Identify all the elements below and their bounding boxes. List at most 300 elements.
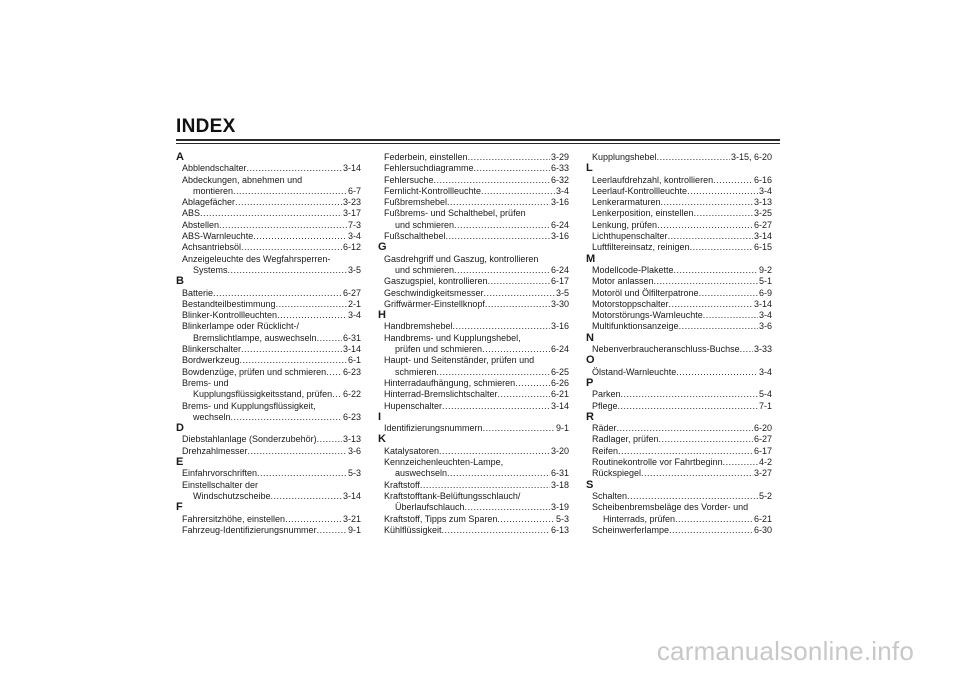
dot-leader [219, 220, 347, 231]
index-entry-line [592, 310, 772, 321]
index-entry-page: 3-25 [753, 208, 772, 219]
index-entry [378, 457, 569, 480]
index-entry-text: Blinkerschalter [182, 344, 242, 355]
index-entry-line [182, 514, 361, 525]
dot-leader [498, 389, 550, 400]
index-entry-text: Handbrems- und Kupplungshebel, [384, 332, 521, 343]
index-entry-text: Fahrersitzhöhe, einstellen [182, 513, 286, 524]
index-entry [176, 355, 361, 366]
title-rule-thin [176, 143, 780, 144]
index-entry [586, 175, 772, 186]
index-entry-line [384, 231, 569, 242]
index-entry-page: 3-4 [758, 185, 772, 196]
index-entry [586, 502, 772, 525]
index-entry-text: Kraftstoff, Tipps zum Sparen [384, 513, 498, 524]
dot-leader [690, 242, 753, 253]
index-entry-page: 3-4 [758, 310, 772, 321]
watermark: carmanualsonline.info [656, 636, 914, 666]
index-section-letter: I [378, 410, 382, 423]
dot-leader [676, 367, 758, 378]
index-entry-page: 6-23 [342, 411, 361, 422]
index-section-letter: M [586, 252, 596, 265]
index-entry-page: 6-17 [550, 276, 569, 287]
index-section-letter: N [586, 331, 594, 344]
dot-leader [285, 514, 342, 525]
index-entry-text: Parken [592, 389, 621, 400]
index-entry [586, 276, 772, 287]
index-entry-line [182, 299, 361, 310]
index-entry [378, 321, 569, 332]
index-entry-line [384, 186, 569, 197]
dot-leader [481, 186, 555, 197]
index-entry-page: 4-2 [758, 457, 772, 468]
index-section-letter: S [586, 478, 594, 491]
index-entry-page: 6-26 [550, 377, 569, 388]
index-entry-text: Motorstörungs-Warnleuchte [592, 310, 703, 321]
dot-leader [485, 299, 550, 310]
index-entry [176, 480, 361, 503]
index-entry-text: Hinterrads, prüfen [603, 513, 676, 524]
index-entry [176, 242, 361, 253]
index-entry-text: Gasdrehgriff und Gaszug, kontrollieren [384, 253, 539, 264]
index-entry-text: Motorstoppschalter [592, 298, 669, 309]
index-entry-line [182, 378, 361, 389]
dot-leader [277, 310, 347, 321]
dot-leader [434, 175, 550, 186]
index-entry-line [592, 389, 772, 400]
index-entry-text: Multifunktionsanzeige [592, 321, 679, 332]
index-entry-continuation [182, 265, 361, 276]
index-entry-text: Fußbremshebel [384, 197, 448, 208]
index-entry-text: Haupt- und Seitenständer, prüfen und [384, 355, 535, 366]
index-entry-text: Schalten [592, 490, 628, 501]
index-entry-page: 9-1 [347, 524, 361, 535]
dot-leader [618, 446, 753, 457]
index-entry [586, 468, 772, 479]
index-entry-page: 9-2 [758, 264, 772, 275]
index-entry-text: Scheibenbremsbeläge des Vorder- und [592, 502, 749, 513]
index-entry-line [384, 254, 569, 265]
index-entry [586, 457, 772, 468]
index-entry-page: 6-17 [753, 445, 772, 456]
index-entry-line [384, 514, 569, 525]
index-entry-text: Radlager, prüfen [592, 434, 659, 445]
index-entry-text: Kennzeichenleuchten-Lampe, [384, 457, 504, 468]
index-entry [176, 175, 361, 198]
index-entry [586, 401, 772, 412]
index-entry [378, 175, 569, 186]
index-entry-continuation [384, 220, 569, 231]
index-entry-text: Windschutzscheibe [193, 490, 271, 501]
index-entry-text: Abdeckungen, abnehmen und [182, 174, 303, 185]
index-entry [378, 197, 569, 208]
index-entry [586, 491, 772, 502]
index-entry-line [182, 242, 361, 253]
index-entry [176, 299, 361, 310]
index-entry [586, 389, 772, 400]
index-entry [176, 197, 361, 208]
index-entry-line [384, 401, 569, 412]
index-entry-page: 3-5 [347, 264, 361, 275]
dot-leader [439, 446, 550, 457]
dot-leader [213, 288, 342, 299]
index-entry-line [182, 197, 361, 208]
index-entry-text: Nebenverbraucheranschluss-Buchse [592, 344, 740, 355]
index-entry-text: Systems [193, 264, 228, 275]
index-entry-page: 6-24 [550, 344, 569, 355]
index-entry-continuation [384, 344, 569, 355]
dot-leader [453, 321, 550, 332]
index-entry-page: 3-16 [550, 197, 569, 208]
index-entry-text: Anzeigeleuchte des Wegfahrsperren- [182, 253, 331, 264]
index-entry-page: 3-5 [555, 287, 569, 298]
dot-leader [618, 401, 758, 412]
dot-leader [446, 231, 550, 242]
index-entry-text: Fußbrems- und Schalthebel, prüfen [384, 208, 526, 219]
index-entry-text: Motor anlassen [592, 276, 654, 287]
index-entry-text: Drehzahlmesser [182, 445, 248, 456]
index-entry-text: Fahrzeug-Identifizierungsnummer [182, 524, 317, 535]
dot-leader [699, 288, 758, 299]
index-entry-text: Bremslichtlampe, auswechseln [193, 332, 317, 343]
index-entry-text: Räder [592, 423, 617, 434]
index-entry-line [384, 423, 569, 434]
index-entry-continuation [182, 389, 361, 400]
dot-leader [317, 434, 342, 445]
dot-leader [621, 389, 758, 400]
index-entry-line [592, 231, 772, 242]
index-section-letter: R [586, 410, 594, 423]
index-entry-text: Lichthupenschalter [592, 231, 668, 242]
index-entry-page: 3-33 [753, 344, 772, 355]
index-entry-text: Hinterradaufhängung, schmieren [384, 377, 516, 388]
index-entry-text: Kraftstofftank-Belüftungsschlauch/ [384, 490, 521, 501]
dot-leader [641, 468, 753, 479]
index-entry-line [384, 276, 569, 287]
dot-leader [241, 344, 342, 355]
dot-leader [669, 299, 753, 310]
index-entry-text: Einstellschalter der [182, 479, 259, 490]
dot-leader [488, 276, 550, 287]
index-entry-page: 3-19 [550, 502, 569, 513]
index-entry-text: Lenkung, prüfen [592, 219, 658, 230]
index-entry-line [182, 367, 361, 378]
index-entry-text: Identifizierungsnummern [384, 423, 483, 434]
index-entry-page: 6-21 [550, 389, 569, 400]
index-entry [176, 514, 361, 525]
index-entry [586, 152, 772, 163]
index-entry-continuation [182, 412, 361, 423]
index-entry [378, 152, 569, 163]
index-entry-page: 6-7 [347, 185, 361, 196]
index-section-letter: G [378, 241, 387, 254]
index-column-1 [176, 152, 361, 536]
index-entry-line [592, 344, 772, 355]
dot-leader [442, 401, 550, 412]
index-entry [378, 378, 569, 389]
index-entry [586, 242, 772, 253]
index-entry-continuation [384, 265, 569, 276]
index-section-letter: A [176, 151, 184, 163]
dot-leader [674, 265, 758, 276]
index-entry-line [592, 197, 772, 208]
index-entry-page: 3-16 [550, 321, 569, 332]
dot-leader [317, 333, 342, 344]
index-entry-text: Handbremshebel [384, 321, 453, 332]
index-entry-text: Diebstahlanlage (Sonderzubehör) [182, 434, 317, 445]
index-entry-page: 3-21 [342, 513, 361, 524]
index-entry-continuation [384, 367, 569, 378]
index-entry-text: Modellcode-Plakette [592, 264, 674, 275]
index-entry [378, 288, 569, 299]
index-entry-line [592, 186, 772, 197]
index-section-letter: H [378, 309, 386, 322]
dot-leader [703, 310, 758, 321]
index-entry-line [384, 355, 569, 366]
index-entry-page: 6-32 [550, 174, 569, 185]
index-entry [586, 186, 772, 197]
index-entry [176, 310, 361, 321]
dot-leader [271, 491, 342, 502]
dot-leader [437, 367, 550, 378]
index-entry-line [384, 457, 569, 468]
index-column-3 [586, 152, 772, 536]
index-entry-line [592, 423, 772, 434]
dot-leader [659, 434, 753, 445]
index-entry-line [592, 434, 772, 445]
index-entry [176, 163, 361, 174]
index-entry-line [182, 175, 361, 186]
index-entry-line [182, 344, 361, 355]
index-entry-text: Gaszugspiel, kontrollieren [384, 276, 488, 287]
dot-leader [228, 265, 347, 276]
index-entry-page: 3-4 [347, 310, 361, 321]
index-entry-text: montieren [193, 185, 234, 196]
index-entry-text: Griffwärmer-Einstellknopf [384, 298, 485, 309]
index-entry-text: Abblendschalter [182, 163, 247, 174]
index-entry-continuation [182, 491, 361, 502]
index-entry-text: Hupenschalter [384, 400, 443, 411]
index-entry-line [384, 208, 569, 219]
index-section-letter: K [378, 433, 386, 446]
index-entry-page: 3-6 [758, 321, 772, 332]
dot-leader [713, 175, 753, 186]
dot-leader [483, 423, 555, 434]
index-entry-text: Brems- und Kupplungsflüssigkeit, [182, 400, 316, 411]
index-entry [176, 378, 361, 401]
dot-leader [332, 389, 342, 400]
index-entry-page: 3-20 [550, 445, 569, 456]
index-entry-text: Bordwerkzeug [182, 355, 240, 366]
index-entry-text: Hinterrad-Bremslichtschalter [384, 389, 498, 400]
index-entry-page: 6-20 [753, 423, 772, 434]
index-entry-line [182, 208, 361, 219]
index-entry [586, 525, 772, 536]
index-entry-page: 5-1 [758, 276, 772, 287]
index-entry-page: 3-17 [342, 208, 361, 219]
index-entry-line [182, 321, 361, 332]
index-entry-page: 6-30 [753, 524, 772, 535]
index-entry-text: Überlaufschlauch [395, 502, 465, 513]
dot-leader [675, 514, 753, 525]
index-entry-line [592, 265, 772, 276]
dot-leader [679, 321, 758, 332]
index-entry-text: Batterie [182, 287, 214, 298]
index-entry-line [182, 355, 361, 366]
index-entry [176, 220, 361, 231]
dot-leader [740, 344, 753, 355]
dot-leader [276, 299, 347, 310]
index-entry-line [384, 389, 569, 400]
index-entry-text: Pflege [592, 400, 618, 411]
index-entry-page: 3-13 [342, 434, 361, 445]
index-entry [176, 288, 361, 299]
index-section-letter: E [176, 456, 184, 469]
index-entry-line [592, 491, 772, 502]
dot-leader [694, 208, 753, 219]
index-entry-line [182, 480, 361, 491]
index-entry-text: ABS [182, 208, 201, 219]
index-entry-line [592, 446, 772, 457]
index-entry-line [182, 525, 361, 536]
index-entry [378, 446, 569, 457]
index-entry-line [182, 446, 361, 457]
index-entry-page: 6-16 [753, 174, 772, 185]
index-entry [378, 480, 569, 491]
index-entry-text: Lenkerposition, einstellen [592, 208, 694, 219]
index-entry [586, 197, 772, 208]
index-entry-text: Luftfiltereinsatz, reinigen [592, 242, 690, 253]
index-entry-text: Reifen [592, 445, 619, 456]
index-entry [378, 276, 569, 287]
index-entry-page: 3-30 [550, 298, 569, 309]
index-entry-text: Fernlicht-Kontrollleuchte [384, 185, 482, 196]
index-entry [586, 299, 772, 310]
dot-leader [326, 367, 342, 378]
index-entry-page: 6-9 [758, 287, 772, 298]
dot-leader [661, 197, 753, 208]
index-entry-line [182, 401, 361, 412]
index-entry-text: ABS-Warnleuchte [182, 231, 254, 242]
index-entry-text: Rückspiegel [592, 468, 642, 479]
index-entry-text: Blinker-Kontrollleuchten [182, 310, 278, 321]
dot-leader [253, 231, 347, 242]
index-entry-text: Brems- und [182, 377, 229, 388]
index-entry [378, 333, 569, 356]
index-entry-line [182, 254, 361, 265]
dot-leader [447, 197, 550, 208]
index-entry-page: 6-31 [550, 468, 569, 479]
index-entry-text: Leerlaufdrehzahl, kontrollieren [592, 174, 714, 185]
index-entry-page: 3-14 [753, 298, 772, 309]
index-entry-page: 2-1 [347, 298, 361, 309]
index-entry-line [592, 502, 772, 513]
index-entry [176, 525, 361, 536]
index-entry-page: 6-21 [753, 513, 772, 524]
dot-leader [420, 480, 550, 491]
index-entry-line [182, 468, 361, 479]
index-entry [586, 231, 772, 242]
index-entry-text: Bestandteilbestimmung [182, 298, 276, 309]
index-entry-line [182, 434, 361, 445]
index-entry-page: 6-22 [342, 389, 361, 400]
index-entry-line [592, 208, 772, 219]
index-entry-page: 7-1 [758, 400, 772, 411]
dot-leader [515, 378, 550, 389]
dot-leader [687, 186, 758, 197]
index-entry-continuation [182, 333, 361, 344]
index-entry-text: Motoröl und Ölfilterpatrone [592, 287, 699, 298]
index-entry [378, 163, 569, 174]
index-entry [378, 401, 569, 412]
index-entry-text: schmieren [395, 366, 437, 377]
index-entry-text: und schmieren [395, 264, 455, 275]
index-section-letter: L [586, 162, 593, 175]
index-entry [378, 525, 569, 536]
index-entry-page: 6-27 [753, 219, 772, 230]
index-entry-text: Lenkerarmaturen [592, 197, 661, 208]
index-entry-page: 3-18 [550, 479, 569, 490]
dot-leader [465, 502, 550, 513]
index-entry [378, 208, 569, 231]
index-entry [176, 434, 361, 445]
dot-leader [241, 242, 342, 253]
index-entry-text: Kupplungsflüssigkeitsstand, prüfen [193, 389, 333, 400]
index-entry-line [384, 378, 569, 389]
index-entry [176, 208, 361, 219]
index-entry-line [384, 299, 569, 310]
dot-leader [235, 197, 342, 208]
index-entry-line [592, 299, 772, 310]
dot-leader [454, 220, 550, 231]
index-entry [378, 254, 569, 277]
dot-leader [723, 457, 758, 468]
index-section-letter: B [176, 275, 184, 288]
index-entry-page: 6-15 [753, 242, 772, 253]
index-entry-text: wechseln [193, 411, 231, 422]
index-entry-text: Einfahrvorschriften [182, 468, 258, 479]
index-entry-text: Fehlersuche [384, 174, 434, 185]
index-entry [586, 367, 772, 378]
index-entry-line [592, 288, 772, 299]
dot-leader [669, 525, 753, 536]
index-entry [378, 299, 569, 310]
dot-leader [442, 525, 550, 536]
index-entry-page: 9-1 [555, 423, 569, 434]
index-entry [378, 355, 569, 378]
index-entry [378, 186, 569, 197]
index-entry-page: 6-25 [550, 366, 569, 377]
index-entry-page: 3-4 [758, 366, 772, 377]
index-entry-line [592, 457, 772, 468]
index-entry-continuation [592, 514, 772, 525]
index-entry-page: 6-33 [550, 163, 569, 174]
index-entry-line [592, 401, 772, 412]
index-entry-page: 6-13 [550, 524, 569, 535]
index-entry [176, 468, 361, 479]
dot-leader [257, 468, 347, 479]
index-entry-page: 3-29 [550, 152, 569, 162]
dot-leader [657, 152, 730, 163]
dot-leader [654, 276, 758, 287]
index-entry-text: Geschwindigkeitsmesser [384, 287, 484, 298]
index-entry-page: 3-13 [753, 197, 772, 208]
index-entry-line [384, 333, 569, 344]
index-entry-page: 6-27 [342, 287, 361, 298]
index-entry-text: Achsantriebsöl [182, 242, 242, 253]
dot-leader [454, 265, 550, 276]
index-entry-line [592, 220, 772, 231]
